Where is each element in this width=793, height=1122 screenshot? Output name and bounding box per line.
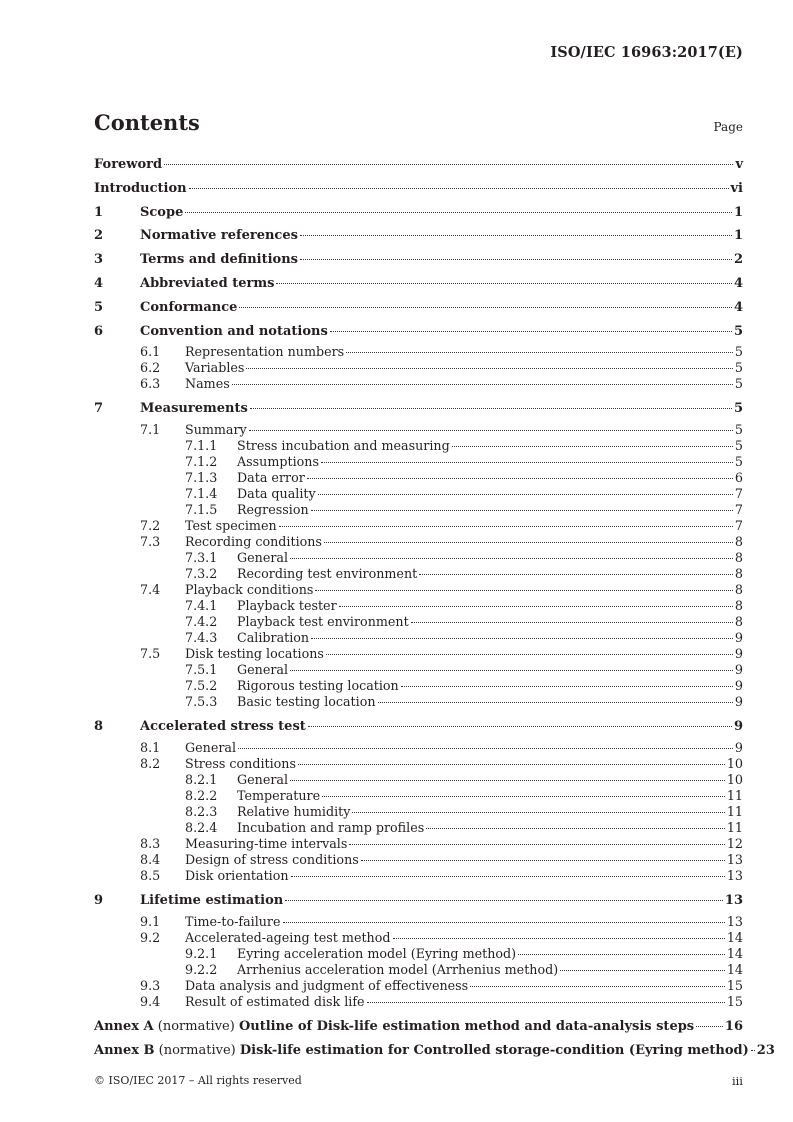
- toc-entry-title: Playback conditions: [185, 582, 314, 598]
- toc-entry[interactable]: [94, 930, 743, 946]
- toc-entry[interactable]: [94, 582, 743, 598]
- toc-entry-number: 8.5: [140, 867, 161, 883]
- toc-entry[interactable]: [94, 598, 743, 614]
- toc-entry-title: Time-to-failure: [185, 913, 281, 929]
- toc-entry-title: Basic testing location: [237, 694, 376, 710]
- toc-entry-page: 5: [734, 376, 743, 392]
- toc-entry[interactable]: [94, 772, 743, 788]
- toc-entry-page: 8: [734, 566, 743, 582]
- toc-entry[interactable]: [94, 836, 743, 852]
- toc-entry[interactable]: [94, 646, 743, 662]
- toc-entry[interactable]: [94, 630, 743, 646]
- toc-entry-page: 14: [726, 961, 743, 977]
- toc-entry-title: Accelerated stress test: [140, 719, 306, 735]
- toc-entry-title: Calibration: [237, 630, 310, 646]
- toc-entry-page: 6: [734, 470, 743, 486]
- toc-entry-page: 11: [726, 787, 743, 803]
- toc-entry-number: 9.2.1: [185, 945, 218, 961]
- toc-entry-title: Incubation and ramp profiles: [237, 819, 425, 835]
- toc-entry-title: Eyring acceleration model (Eyring method): [237, 945, 517, 961]
- toc-entry[interactable]: [94, 662, 743, 678]
- toc-entry[interactable]: [94, 154, 743, 178]
- toc-entry-number: 8.2.3: [185, 803, 218, 819]
- toc-entry-page: 8: [734, 534, 743, 550]
- toc-entry-title: Regression: [237, 502, 309, 518]
- toc-entry-page: 15: [726, 993, 743, 1009]
- toc-entry-title: Playback test environment: [237, 614, 409, 630]
- toc-annex-label: Annex A: [94, 1018, 154, 1034]
- toc-leader-dots: [452, 445, 733, 447]
- toc-entry[interactable]: [94, 321, 743, 345]
- toc-entry[interactable]: [94, 376, 743, 392]
- toc-entry-title: Scope: [140, 204, 184, 220]
- toc-entry[interactable]: [94, 566, 743, 582]
- toc-entry[interactable]: [94, 716, 743, 740]
- toc-entry-number: 7.1.2: [185, 454, 218, 470]
- toc-entry-page: v: [735, 157, 743, 172]
- toc-entry[interactable]: [94, 534, 743, 550]
- toc-entry-page: 9: [734, 646, 743, 662]
- toc-leader-dots: [290, 557, 733, 559]
- toc-entry[interactable]: [94, 890, 743, 914]
- toc-entry-number: 9: [94, 892, 104, 908]
- toc-leader-dots: [322, 795, 725, 797]
- toc-entry[interactable]: [94, 486, 743, 502]
- toc-entry-title: General: [237, 550, 289, 566]
- toc-entry-page: 5: [734, 422, 743, 438]
- toc-entry-page: 8: [734, 582, 743, 598]
- toc-entry[interactable]: [94, 297, 743, 321]
- toc-entry-number: 7.4: [140, 582, 161, 598]
- toc-leader-dots: [393, 937, 725, 939]
- toc-entry-page: 7: [734, 518, 743, 534]
- toc-entry-page: 23: [756, 1042, 775, 1058]
- toc-entry-number: 6.3: [140, 376, 161, 392]
- toc-entry[interactable]: [94, 946, 743, 962]
- toc-entry-page: 13: [724, 892, 743, 908]
- toc-entry[interactable]: [94, 788, 743, 804]
- toc-entry-title: Lifetime estimation: [140, 892, 284, 908]
- toc-entry[interactable]: [94, 978, 743, 994]
- toc-entry-number: 7.5.1: [185, 662, 218, 678]
- toc-annex-type: (normative): [153, 1018, 239, 1034]
- toc-entry-number: 7.4.2: [185, 614, 218, 630]
- toc-entry-number: 6.2: [140, 360, 161, 376]
- toc-entry-page: 12: [726, 835, 743, 851]
- toc-entry-title: Data analysis and judgment of effectiveness: [185, 977, 469, 993]
- toc-entry-title: Terms and definitions: [140, 252, 298, 268]
- toc-entry-title: Stress incubation and measuring: [237, 438, 450, 454]
- toc-entry-number: 7.1.5: [185, 502, 218, 518]
- toc-entry-number: 8: [94, 719, 104, 735]
- toc-entry-number: 2: [94, 228, 104, 244]
- toc-entry-title: Temperature: [237, 787, 321, 803]
- toc-entry-number: 6.1: [140, 344, 161, 360]
- toc-entry-page: 11: [726, 819, 743, 835]
- toc-annex-type: (normative): [154, 1042, 240, 1058]
- toc-entry-page: 13: [726, 867, 743, 883]
- toc-leader-dots: [367, 1001, 725, 1003]
- toc-entry-page: 10: [726, 771, 743, 787]
- toc-entry-page: 9: [734, 678, 743, 694]
- toc-entry[interactable]: [94, 518, 743, 534]
- toc-leader-dots: [361, 859, 725, 861]
- toc-entry-number: 8.2.2: [185, 787, 218, 803]
- toc-entry-title: Measuring-time intervals: [185, 835, 348, 851]
- toc-entry-number: 9.4: [140, 993, 161, 1009]
- toc-entry-page: 7: [734, 502, 743, 518]
- toc-entry-title: Result of estimated disk life: [185, 993, 365, 1009]
- toc-entry[interactable]: [94, 178, 743, 202]
- toc-entry-page: 5: [734, 344, 743, 360]
- toc-entry[interactable]: [94, 249, 743, 273]
- toc-entry-title: Outline of Disk-life estimation method and data-analysis steps: [238, 1018, 695, 1034]
- toc-entry-number: 6: [94, 323, 104, 339]
- toc-entry-page: 11: [726, 803, 743, 819]
- toc-entry-number: 1: [94, 204, 104, 220]
- toc-entry[interactable]: [94, 273, 743, 297]
- toc-entry-page: vi: [730, 180, 743, 196]
- toc-entry-page: 1: [733, 228, 743, 244]
- toc-leader-dots: [311, 637, 733, 639]
- toc-entry-number: 7.3: [140, 534, 161, 550]
- toc-entry-title: Arrhenius acceleration model (Arrhenius method): [237, 961, 559, 977]
- toc-entry-page: 5: [733, 401, 743, 417]
- toc-annex-label: Annex B: [94, 1042, 155, 1058]
- toc-entry-title: Variables: [185, 360, 245, 376]
- toc-entry-number: 9.2.2: [185, 961, 218, 977]
- toc-leader-dots: [470, 985, 725, 987]
- toc-entry-page: 8: [734, 598, 743, 614]
- toc-leader-dots: [300, 234, 732, 236]
- contents-title: Contents: [94, 110, 200, 135]
- toc-entry[interactable]: [94, 614, 743, 630]
- toc-entry-title: Measurements: [140, 401, 248, 417]
- toc-entry-title: Recording conditions: [185, 534, 322, 550]
- toc-entry-number: 8.2: [140, 755, 161, 771]
- toc-entry[interactable]: [94, 804, 743, 820]
- toc-leader-dots: [185, 211, 732, 213]
- toc-entry-title: Disk orientation: [185, 867, 289, 883]
- toc-entry-number: 8.3: [140, 835, 161, 851]
- toc-entry[interactable]: [94, 344, 743, 360]
- toc-entry-number: 5: [94, 299, 104, 315]
- toc-entry-title: Playback tester: [237, 598, 337, 614]
- toc-entry-page: 2: [733, 252, 743, 268]
- toc-entry[interactable]: [94, 820, 743, 836]
- toc-entry-title: Disk testing locations: [185, 646, 324, 662]
- toc-entry-page: 15: [726, 977, 743, 993]
- toc-entry-number: 7.4.3: [185, 630, 218, 646]
- toc-leader-dots: [339, 605, 733, 607]
- toc-leader-dots: [751, 1049, 755, 1051]
- toc-entry-page: 14: [726, 945, 743, 961]
- toc-entry-title: General: [237, 662, 289, 678]
- toc-leader-dots: [283, 921, 725, 923]
- toc-entry-number: 7.5: [140, 646, 161, 662]
- toc-entry-number: 7.5.2: [185, 678, 218, 694]
- toc-entry-title: Rigorous testing location: [237, 678, 399, 694]
- toc-leader-dots: [352, 811, 724, 813]
- toc-leader-dots: [324, 541, 733, 543]
- toc-entry[interactable]: [94, 454, 743, 470]
- toc-entry-number: 7.4.1: [185, 598, 218, 614]
- toc-entry[interactable]: [94, 550, 743, 566]
- toc-entry-number: 8.2.4: [185, 819, 218, 835]
- toc-entry-page: 14: [726, 929, 743, 945]
- toc-entry-page: 9: [734, 662, 743, 678]
- toc-entry-number: 9.1: [140, 913, 161, 929]
- toc-leader-dots: [411, 621, 733, 623]
- toc-entry-page: 5: [734, 438, 743, 454]
- toc-leader-dots: [232, 383, 733, 385]
- toc-entry-title: Representation numbers: [185, 344, 345, 360]
- toc-entry-number: 8.4: [140, 851, 161, 867]
- toc-entry-title: Normative references: [140, 228, 298, 244]
- toc-leader-dots: [346, 351, 733, 353]
- toc-leader-dots: [239, 306, 732, 308]
- toc-leader-dots: [307, 477, 733, 479]
- toc-leader-dots: [419, 573, 733, 575]
- toc-entry-page: 7: [734, 486, 743, 502]
- toc-entry-title: Test specimen: [185, 518, 277, 534]
- toc-leader-dots: [290, 669, 733, 671]
- toc-entry-page: 5: [733, 323, 743, 339]
- toc-entry[interactable]: [94, 994, 743, 1010]
- toc-entry-title: Names: [185, 376, 230, 392]
- toc-entry[interactable]: [94, 694, 743, 710]
- toc-entry-page: 13: [726, 913, 743, 929]
- toc-entry-page: 9: [734, 739, 743, 755]
- toc-entry-page: 10: [726, 755, 743, 771]
- toc-entry[interactable]: [94, 225, 743, 249]
- toc-entry-number: 9.2: [140, 929, 161, 945]
- toc-leader-dots: [300, 258, 732, 260]
- toc-entry[interactable]: [94, 202, 743, 226]
- toc-leader-dots: [378, 701, 733, 703]
- toc-entry[interactable]: [94, 868, 743, 884]
- toc-leader-dots: [246, 367, 732, 369]
- toc-entry-title: Stress conditions: [185, 755, 296, 771]
- toc-leader-dots: [279, 525, 733, 527]
- toc-entry-title: Accelerated-ageing test method: [185, 929, 391, 945]
- toc-leader-dots: [290, 779, 725, 781]
- toc-leader-dots: [189, 187, 729, 189]
- toc-leader-dots: [238, 747, 733, 749]
- toc-entry[interactable]: [94, 470, 743, 486]
- copyright-notice: © ISO/IEC 2017 – All rights reserved: [94, 1074, 302, 1087]
- toc-entry-number: 4: [94, 275, 104, 291]
- page-column-label: Page: [713, 120, 743, 134]
- toc-entry[interactable]: [94, 422, 743, 438]
- toc-entry-page: 9: [734, 630, 743, 646]
- toc-entry[interactable]: [94, 914, 743, 930]
- toc-entry-page: 16: [724, 1018, 743, 1034]
- toc-entry-title: Relative humidity: [237, 803, 351, 819]
- toc-leader-dots: [560, 969, 725, 971]
- toc-entry[interactable]: [94, 962, 743, 978]
- toc-leader-dots: [249, 429, 733, 431]
- toc-entry-number: 9.3: [140, 977, 161, 993]
- toc-entry-number: 3: [94, 252, 104, 268]
- toc-leader-dots: [518, 953, 725, 955]
- toc-leader-dots: [164, 163, 733, 165]
- toc-entry-page: 5: [734, 360, 743, 376]
- toc-entry[interactable]: [94, 438, 743, 454]
- footer-page-number: iii: [731, 1074, 743, 1088]
- toc-entry-page: 5: [734, 454, 743, 470]
- toc-leader-dots: [349, 843, 724, 845]
- toc-entry[interactable]: [94, 756, 743, 772]
- toc-leader-dots: [326, 653, 733, 655]
- toc-entry-number: 7.5.3: [185, 694, 218, 710]
- toc-entry[interactable]: [94, 360, 743, 376]
- table-of-contents: [94, 154, 775, 1063]
- toc-leader-dots: [291, 875, 725, 877]
- toc-leader-dots: [308, 725, 732, 727]
- toc-entry-page: 9: [733, 719, 743, 735]
- toc-leader-dots: [250, 407, 732, 409]
- toc-entry-number: 7.2: [140, 518, 161, 534]
- toc-entry-title: Disk-life estimation for Controlled storage-condition (Eyring method): [239, 1042, 749, 1058]
- toc-entry-page: 9: [734, 694, 743, 710]
- toc-entry[interactable]: [94, 678, 743, 694]
- toc-leader-dots: [311, 509, 733, 511]
- toc-entry[interactable]: [94, 398, 743, 422]
- toc-entry-number: 7.1: [140, 422, 161, 438]
- toc-entry-page: 4: [733, 275, 743, 291]
- toc-entry-number: 7.3.1: [185, 550, 218, 566]
- toc-leader-dots: [298, 763, 725, 765]
- toc-leader-dots: [426, 827, 725, 829]
- toc-entry-title: Data error: [237, 470, 305, 486]
- toc-entry-title: Foreword: [94, 157, 163, 172]
- document-code: ISO/IEC 16963:2017(E): [550, 44, 743, 61]
- toc-entry-title: Data quality: [237, 486, 316, 502]
- toc-entry-title: Recording test environment: [237, 566, 418, 582]
- toc-entry-number: 7.3.2: [185, 566, 218, 582]
- toc-entry-title: Introduction: [94, 180, 187, 196]
- toc-entry-number: 7.1.3: [185, 470, 218, 486]
- toc-entry-number: 7: [94, 401, 104, 417]
- toc-entry-number: 8.2.1: [185, 771, 218, 787]
- toc-leader-dots: [696, 1025, 723, 1027]
- toc-entry[interactable]: [94, 1016, 743, 1040]
- toc-leader-dots: [315, 589, 733, 591]
- toc-entry-page: 1: [733, 204, 743, 220]
- toc-entry[interactable]: [94, 740, 743, 756]
- toc-entry-page: 8: [734, 550, 743, 566]
- toc-entry-title: Summary: [185, 422, 247, 438]
- toc-entry[interactable]: [94, 852, 743, 868]
- toc-entry-title: Assumptions: [237, 454, 319, 470]
- toc-leader-dots: [276, 282, 732, 284]
- toc-entry-title: General: [237, 771, 289, 787]
- toc-entry[interactable]: [94, 502, 743, 518]
- toc-entry[interactable]: [94, 1040, 775, 1064]
- toc-entry-title: Abbreviated terms: [140, 275, 275, 291]
- contents-header: [94, 110, 743, 140]
- toc-leader-dots: [401, 685, 733, 687]
- toc-entry-number: 7.1.4: [185, 486, 218, 502]
- toc-entry-title: Conformance: [140, 299, 238, 315]
- toc-entry-page: 13: [726, 851, 743, 867]
- toc-entry-number: 7.1.1: [185, 438, 218, 454]
- toc-leader-dots: [285, 899, 723, 901]
- toc-leader-dots: [330, 330, 732, 332]
- toc-entry-page: 4: [733, 299, 743, 315]
- toc-entry-title: Convention and notations: [140, 323, 328, 339]
- toc-entry-number: 8.1: [140, 739, 161, 755]
- toc-leader-dots: [318, 493, 733, 495]
- toc-entry-title: General: [185, 739, 237, 755]
- toc-entry-page: 8: [734, 614, 743, 630]
- toc-entry-title: Design of stress conditions: [185, 851, 359, 867]
- toc-leader-dots: [321, 461, 733, 463]
